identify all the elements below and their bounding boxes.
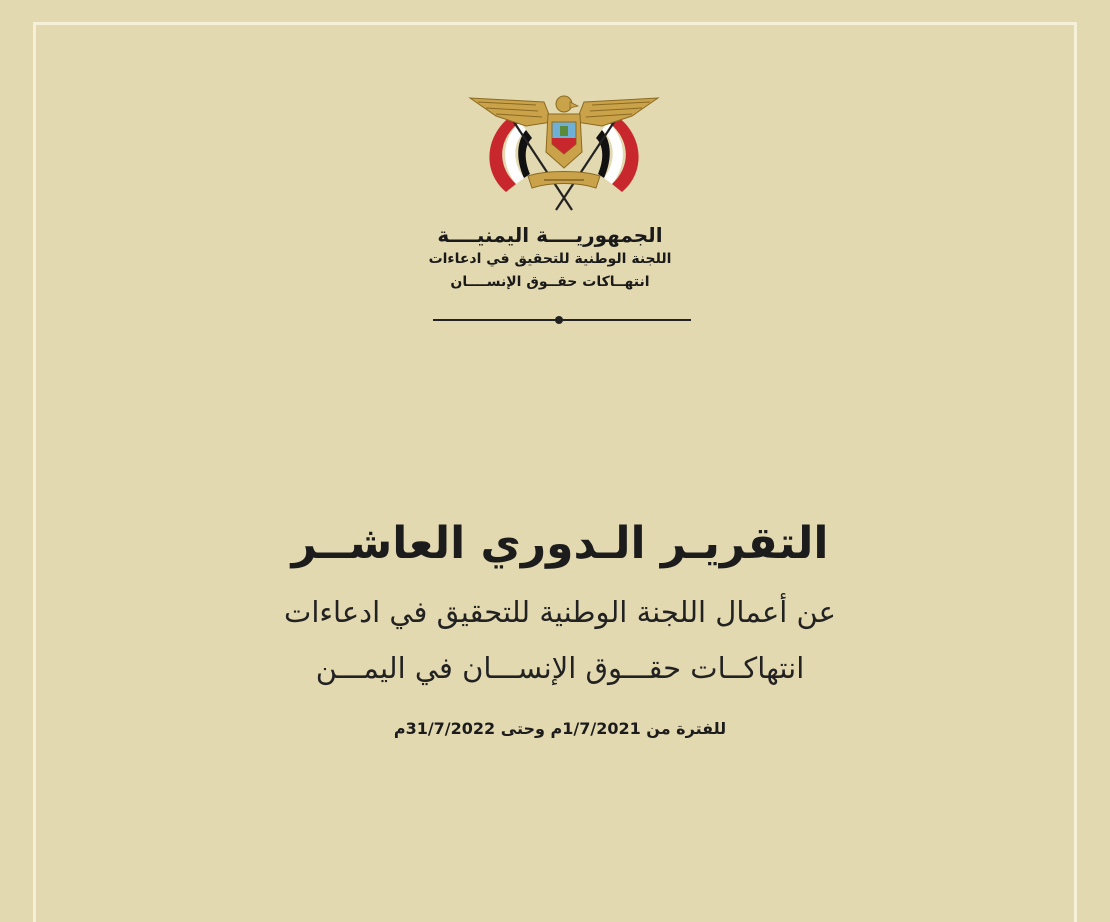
divider-dot (555, 316, 563, 324)
committee-name-line-1: اللجنة الوطنية للتحقيق في ادعاءات (428, 251, 672, 267)
committee-name-line-2: انتهــاكات حقــوق الإنســــان (450, 274, 650, 290)
report-period: للفترة من 1/7/2021م وحتى 31/7/2022م (393, 719, 727, 738)
committee-header (400, 222, 700, 294)
country-name: الجمهوريــــة اليمنيــــة (437, 223, 663, 247)
header-divider (433, 316, 691, 324)
report-title: التقريـر الـدوري العاشــر (291, 518, 829, 569)
report-subtitle-line-2: انتهاكــات حقـــوق الإنســـان في اليمـــن (315, 651, 805, 685)
report-subtitle-line-1: عن أعمال اللجنة الوطنية للتحقيق في ادعاءات (284, 595, 836, 629)
yemen-eagle-emblem-icon (466, 92, 662, 214)
